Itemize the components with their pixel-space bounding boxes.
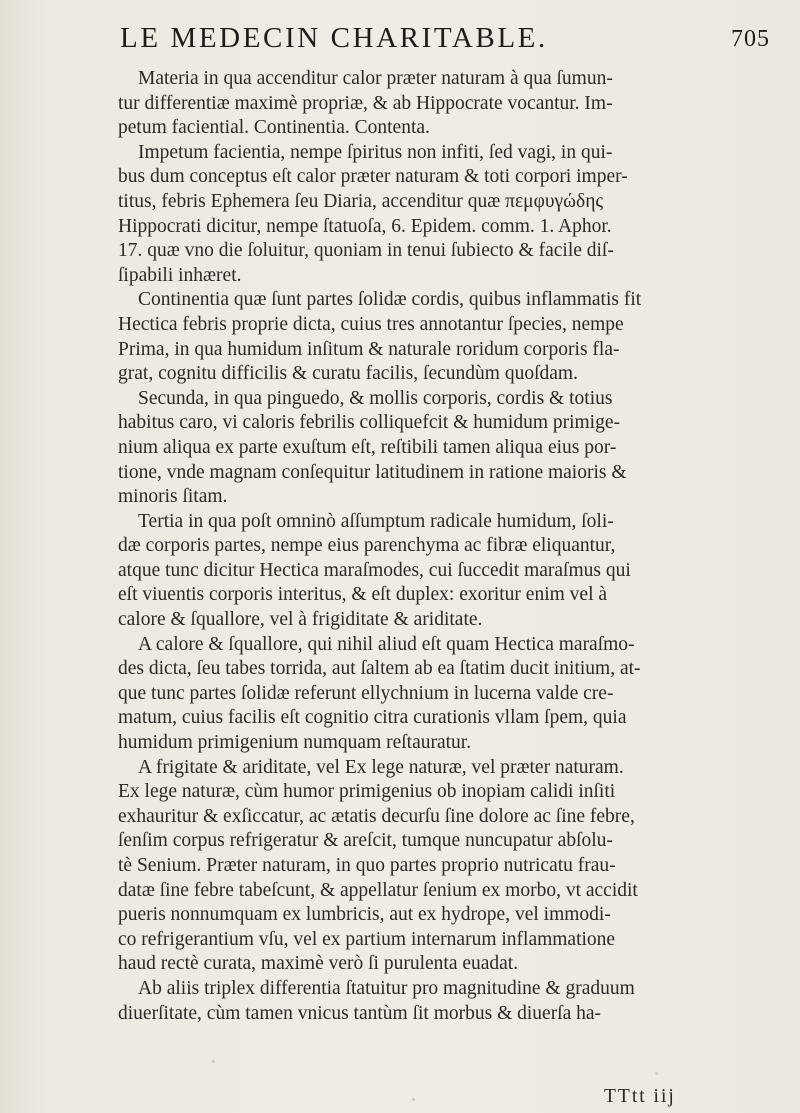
text-line: eſt viuentis corporis interitus, & eſt duplex: exoritur enim vel à xyxy=(118,584,608,606)
body-text xyxy=(118,67,773,1026)
text-line: Ab aliis triplex differentia ſtatuitur pro magnitudine & graduum xyxy=(138,977,635,999)
text-line: humidum primigenium numquam reſtauratur. xyxy=(118,732,472,754)
text-line: ſenſim corpus refrigeratur & areſcit, tumque nuncupatur abſolu- xyxy=(118,830,613,852)
text-line: diuerſitate, cùm tamen vnicus tantùm ſit morbus & diuerſa ha- xyxy=(118,1002,602,1024)
text-line: pueris nonnumquam ex lumbricis, aut ex hydrope, vel immodi- xyxy=(118,904,611,926)
catchword-signature: TTtt iij xyxy=(604,1086,676,1107)
text-line: bus dum conceptus eſt calor præter naturam & toti corpori imper- xyxy=(118,166,628,188)
text-line: tur differentiæ maximè propriæ, & ab Hippocrate vocantur. Im- xyxy=(118,92,613,114)
text-line: tè Senium. Præter naturam, in quo partes proprio nutricatu frau- xyxy=(118,855,616,876)
text-line: que tunc partes ſolidæ referunt ellychnium in lucerna valde cre- xyxy=(118,682,614,704)
text-line: datæ ſine febre tabeſcunt, & appellatur ſenium ex morbo, vt accidit xyxy=(118,879,638,901)
text-line: atque tunc dicitur Hectica maraſmodes, cui ſuccedit maraſmus qui xyxy=(118,559,631,581)
text-line: calore & ſquallore, vel à frigiditate & ariditate. xyxy=(118,609,483,631)
text-line: des dicta, ſeu tabes torrida, aut ſaltem ab ea ſtatim ducit initium, at- xyxy=(118,658,641,680)
text-line: co refrigerantium vſu, vel ex partium internarum inflammatione xyxy=(118,928,616,950)
text-line: titus, febris Ephemera ſeu Diaria, accenditur quæ πεμφυγώδης xyxy=(118,190,604,212)
text-line: Hectica febris proprie dicta, cuius tres annotantur ſpecies, nempe xyxy=(118,313,624,335)
text-line: grat, cognitu difficilis & curatu facilis, ſecundùm quoſdam. xyxy=(118,363,578,385)
text-line: haud rectè curata, maximè verò ſi purulenta euadat. xyxy=(118,953,519,975)
text-line: nium aliqua ex parte exuſtum eſt, reſtibili tamen aliqua eius por- xyxy=(118,436,617,458)
text-line: Hippocrati dicitur, nempe ſtatuoſa, 6. Epidem. comm. 1. Aphor. xyxy=(118,215,612,237)
text-line: exhauritur & exſiccatur, ac ætatis decurſu ſine dolore ac ſine febre, xyxy=(118,805,635,827)
paper-speck xyxy=(412,1098,415,1101)
text-line: tione, vnde magnam conſequitur latitudinem in ratione maioris & xyxy=(118,461,627,483)
text-line: ſipabili inhæret. xyxy=(118,264,242,286)
text-line: Secunda, in qua pinguedo, & mollis corporis, cordis & totius xyxy=(138,387,613,409)
text-line: Materia in qua accenditur calor præter naturam à qua ſumun- xyxy=(138,68,613,89)
text-line: A calore & ſquallore, qui nihil aliud eſt quam Hectica maraſmo- xyxy=(138,633,635,655)
text-line: petum faciential. Continentia. Contenta. xyxy=(118,117,430,139)
running-head xyxy=(120,22,770,66)
text-line: Continentia quæ ſunt partes ſolidæ cordis, quibus inflammatis fit xyxy=(138,289,642,311)
text-line: Tertia in qua poſt omninò aſſumptum radicale humidum, ſoli- xyxy=(138,510,614,532)
text-line: matum, cuius facilis eſt cognitio citra curationis vllam ſpem, quia xyxy=(118,707,627,729)
text-line: Ex lege naturæ, cùm humor primigenius ob inopiam calidi inſiti xyxy=(118,781,616,803)
text-line: Impetum facientia, nempe ſpiritus non infiti, ſed vagi, in qui- xyxy=(138,141,613,163)
paper-speck xyxy=(655,1072,658,1075)
page-number: 705 xyxy=(731,26,770,52)
text-line: A frigitate & ariditate, vel Ex lege naturæ, vel præter naturam. xyxy=(138,756,624,778)
text-line: habitus caro, vi caloris febrilis colliquefcit & humidum primige- xyxy=(118,412,621,434)
text-line: dæ corporis partes, nempe eius parenchyma ac fibræ eliquantur, xyxy=(118,535,616,557)
text-line: Prima, in qua humidum inſitum & naturale roridum corporis fla- xyxy=(118,338,620,360)
paper-speck xyxy=(212,1060,215,1063)
text-line: minoris ſitam. xyxy=(118,486,228,508)
text-line: 17. quæ vno die ſoluitur, quoniam in tenui ſubiecto & facile diſ- xyxy=(118,240,614,262)
running-title: LE MEDECIN CHARITABLE. xyxy=(120,22,548,54)
